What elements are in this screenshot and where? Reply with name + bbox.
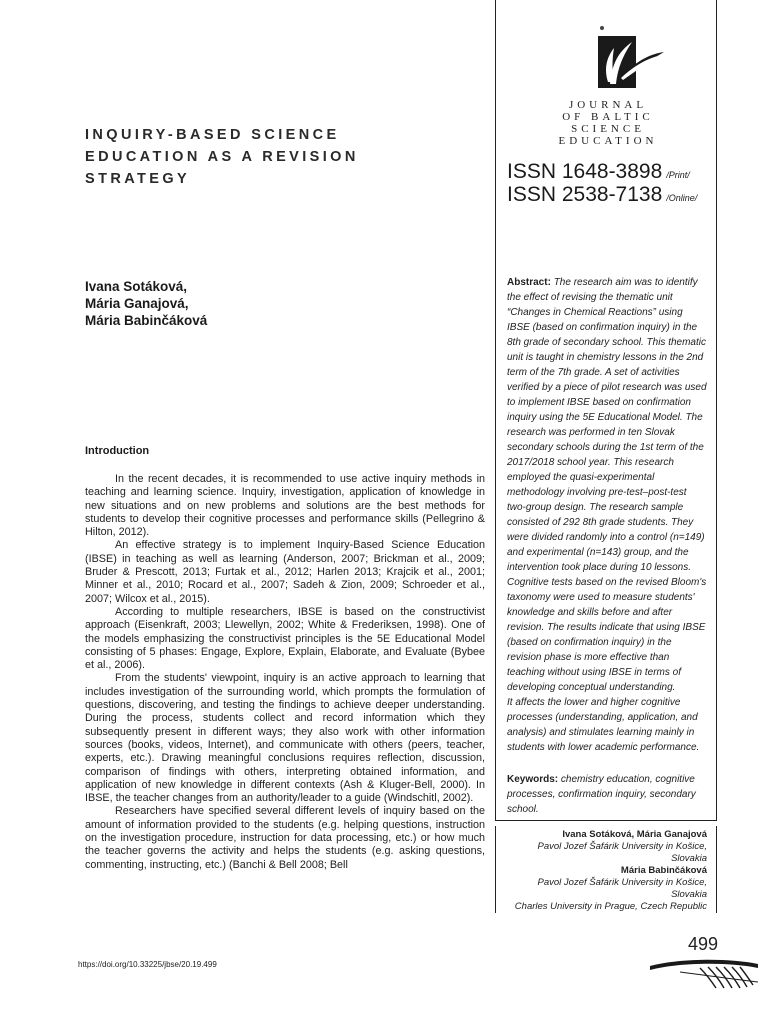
abstract-text-continued: It affects the lower and higher cognitive processes (understanding, application, and analysis) and stimulates learning mainly in students with lower academic performance. (507, 697, 700, 753)
page-number: 499 (688, 934, 719, 954)
issn-print-number: ISSN 1648-3898 (507, 160, 663, 183)
section-heading-introduction: Introduction (85, 445, 150, 457)
affiliation-country-2: Slovakia (671, 889, 707, 900)
doi-link[interactable]: https://doi.org/10.33225/jbse/20.19.499 (78, 960, 217, 969)
issn-print-tag: /Print/ (666, 170, 690, 180)
paragraph-4: From the students' viewpoint, inquiry is an active approach to learning that includes investigation of the surrounding world, which prompts the formulation of questions, discovering, and testing the findings to achieve deeper understanding. During the process, students collect and record information which they subsequently present in different ways; they also work with other information sources (books, videos, Internet), and communicate with others (peers, teacher, experts, etc.). Drawing meaningful conclusions requires reflection, discussion, comparison of findings with others, interpreting obtained information, and application of new knowledge in different contexts (Ash & Kluger-Bell, 2000). In IBSE, the teacher changes from an authority/leader to a guide (Windschitl, 2002). (85, 672, 485, 805)
affiliation-names-1: Ivana Sotáková, Mária Ganajová (562, 829, 707, 840)
issn-online-tag: /Online/ (666, 193, 698, 203)
paragraph-3: According to multiple researchers, IBSE is based on the constructivist approach (Eisenkraft, 2003; Llewellyn, 2002; White & Frederiksen, 1998). One of the models emphasizing the constructivist principles is the 5E Educational Model consisting of 5 phases: Engage, Explore, Explain, Elaborate, and Evaluate (Bybee et al., 2006). (85, 605, 485, 672)
title-line-1: INQUIRY-BASED SCIENCE (85, 127, 340, 143)
affiliation-country-1: Slovakia (671, 853, 707, 864)
keywords-text: chemistry education, cognitive processes, confirmation inquiry, secondary school. (507, 774, 696, 815)
journal-name-line-1: JOURNAL (568, 99, 648, 111)
paragraph-1: In the recent decades, it is recommended to use active inquiry methods in teaching and learning science. Inquiry, investigation, application of knowledge in new situations and on new problems and solutions are the best methods for students to develop their cognitive processes and performance skills (Pellegrino & Hilton, 2012). (85, 473, 485, 539)
affiliation-univ-1: Pavol Jozef Šafárik University in Košice, (537, 841, 707, 852)
keywords (507, 772, 707, 817)
issn-online-number: ISSN 2538-7138 (507, 183, 663, 206)
author-3: Mária Babinčáková (85, 313, 208, 328)
author-1: Ivana Sotáková, (85, 279, 188, 294)
affiliation-name-2: Mária Babinčáková (620, 865, 707, 876)
abstract-text: The research aim was to identify the effect of revising the thematic unit “Changes in Chemical Reactions” using IBSE (based on confirmation inquiry) in the 8th grade of secondary school. This thematic unit is taught in chemistry lessons in the 2nd term of the 7th grade. A set of activities verified by a piece of pilot research was used to implement IBSE based on confirmation inquiry using the 5E Educational Model. The research was performed in ten Slovak secondary schools during the 1st term of the 2017/2018 school year. This research employed the quasi-experimental methodology involving pre-test–post-test two-group design. The research sample consisted of 292 8th grade students. They were divided randomly into a control (n=149) and experimental (n=143) group, and the intervention took place during 10 lessons. Cognitive tests based on the revised Bloom's taxonomy were used to measure students' knowledge and skills before and after revision. The results indicate that using IBSE (based on confirmation inquiry) in the revision phase is more effective than teaching without using IBSE in terms of developing conceptual understanding. (507, 277, 707, 693)
abstract (507, 275, 707, 755)
title-line-3: STRATEGY (85, 171, 191, 187)
journal-logo-icon (588, 24, 668, 104)
body-text (85, 473, 485, 872)
issn-print (507, 160, 690, 184)
journal-name (558, 99, 658, 147)
abstract-label: Abstract: (507, 277, 551, 288)
paragraph-5: Researchers have specified several different levels of inquiry based on the amount of information provided to the students (e.g. helping questions, instruction on the investigation procedure, instruction for data processing, etc.) or how much the teacher governs the activity and helps the students (e.g. asking questions, commenting, instructing, etc.) (Banchi & Bell 2008; Bell (85, 805, 485, 871)
page-decoration-icon (650, 958, 758, 990)
journal-name-line-4: EDUCATION (558, 135, 658, 147)
affiliation-univ-3: Charles University in Prague, Czech Republic (514, 901, 707, 912)
author-list (85, 278, 207, 329)
affiliations (500, 829, 707, 913)
affiliation-univ-2: Pavol Jozef Šafárik University in Košice, (537, 877, 707, 888)
issn-online (507, 183, 697, 207)
keywords-label: Keywords: (507, 774, 559, 785)
journal-name-line-3: SCIENCE (571, 123, 645, 135)
article-title (85, 124, 445, 190)
author-2: Mária Ganajová, (85, 296, 189, 311)
journal-name-line-2: OF BALTIC (562, 111, 654, 123)
paragraph-2: An effective strategy is to implement Inquiry-Based Science Education (IBSE) in teaching as well as learning (Anderson, 2007; Brickman et al., 2009; Bruder & Prescott, 2013; Furtak et al., 2012; Harlen 2013; Krajcik et al., 2001; Minner et al., 2010; Rocard et al., 2007; Sadeh & Zion, 2009; Schroeder et al., 2007; Wilcox et al., 2015). (85, 539, 485, 605)
title-line-2: EDUCATION AS A REVISION (85, 149, 359, 165)
